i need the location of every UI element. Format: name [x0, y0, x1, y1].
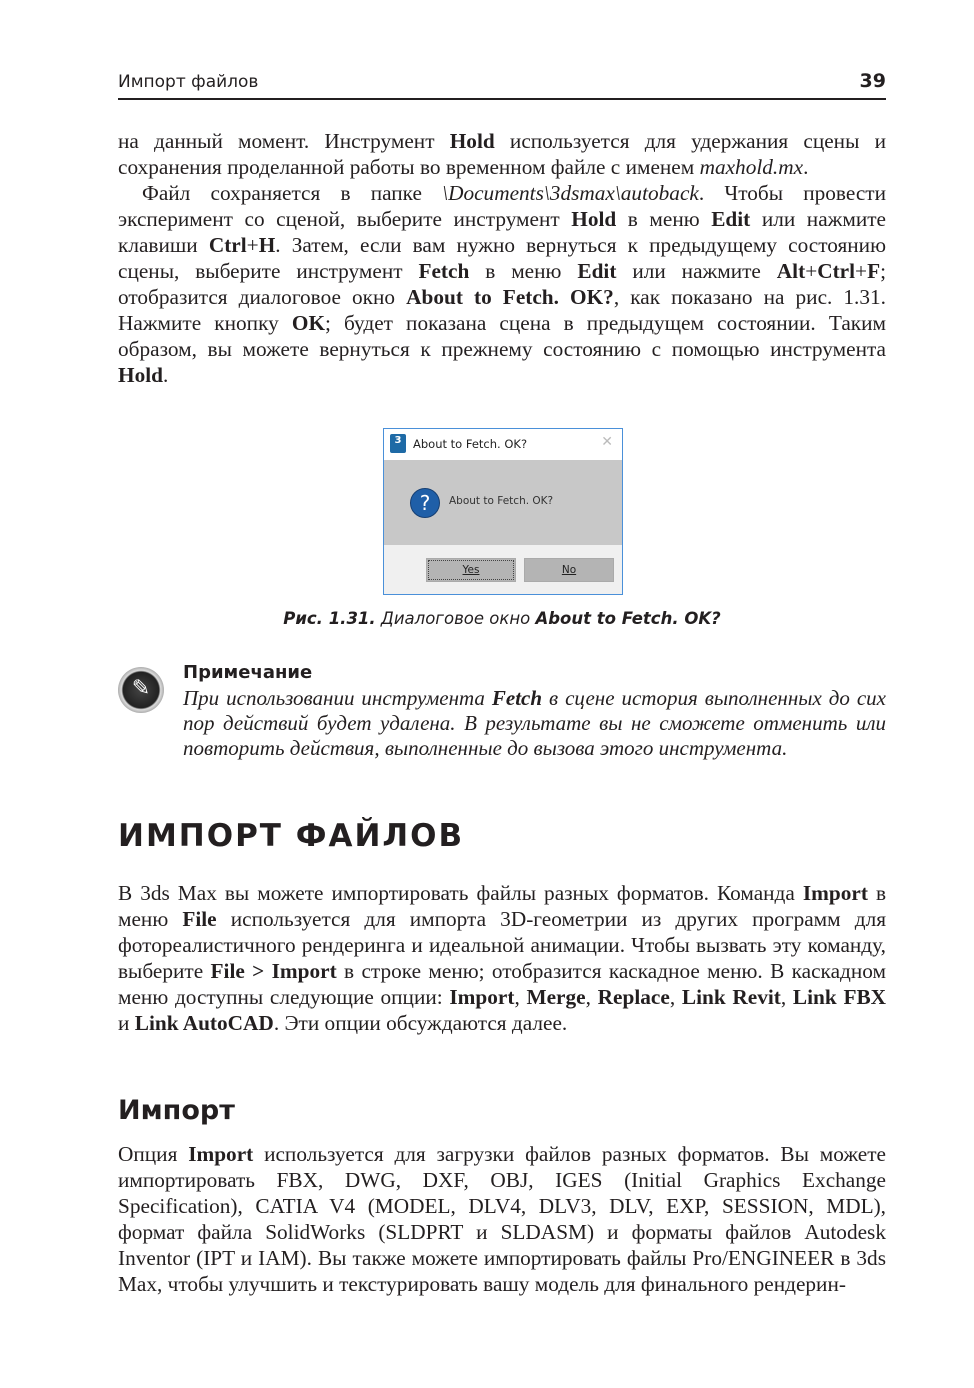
dialog-buttons [384, 545, 622, 593]
subsection-heading: Импорт [118, 1095, 235, 1126]
text-run: + [855, 259, 868, 283]
text-run: , [669, 985, 682, 1009]
text-run: . Чтобы провести эксперимент со сценой, выберите инструмент [118, 181, 886, 231]
question-icon: ? [410, 488, 440, 518]
dialog-message: About to Fetch. OK? [449, 495, 554, 507]
bold-term: Link Revit [681, 985, 781, 1009]
figure-caption [118, 609, 886, 628]
bold-term: Hold [571, 207, 617, 231]
bold-term: File [182, 907, 217, 931]
text-run: в строке меню; отобразится каскадное меню. В каскадном меню доступны следующие опции: [118, 959, 886, 1009]
text-run: . Эти опции обсуждаются далее. [273, 1011, 568, 1035]
text-run: в меню [469, 259, 578, 283]
text-run: , [780, 985, 793, 1009]
pencil-note-icon: ✎ [118, 667, 164, 713]
bold-term: File > Import [210, 959, 337, 983]
intro-text [118, 128, 886, 388]
bold-term: F [867, 259, 881, 283]
italic-term: maxhold.mx [699, 155, 804, 179]
bold-term: Alt [776, 259, 806, 283]
text-run: Опция [118, 1142, 189, 1166]
text-run: При использовании инструмента [183, 686, 492, 710]
bold-term: Hold [118, 363, 163, 387]
bold-term: Edit [711, 207, 751, 231]
bold-term: Fetch [491, 686, 543, 710]
bold-term: Hold [449, 129, 495, 153]
text-run: и [118, 1011, 135, 1035]
intro-paragraph [118, 128, 886, 180]
dialog-title: About to Fetch. OK? [413, 437, 528, 451]
text-run: Диалоговое окно [375, 609, 536, 628]
running-head-title: Импорт файлов [118, 72, 259, 92]
text-run: или нажмите [616, 259, 777, 283]
intro-paragraph [118, 180, 886, 388]
close-icon[interactable]: ✕ [601, 434, 613, 450]
text-run: в меню [616, 207, 712, 231]
text-run: , как показано на рис. 1.31. Нажмите кнопку [118, 285, 887, 335]
page-number: 39 [859, 70, 886, 92]
bold-term: Link AutoCAD [134, 1011, 274, 1035]
text-run: или нажмите клавиши [118, 207, 886, 257]
bold-term: Edit [577, 259, 617, 283]
text-run: используется для загрузки файлов разных форматов. Вы можете импортировать FBX, DWG, DXF, OBJ, IGES (Initial Graphics Exchange Specification), CATIA V4 (MODEL, DLV4, DLV3, DLV, EXP, SESSION, MDL), формат файла SolidWorks (SLDPRT и SLDASM) и форматы файлов Autodesk Inventor (IPT и IAM). Вы также можете импортировать файлы Pro/ENGINEER в 3ds Max, чтобы улучшить и текстурировать вашу модель для финального рендерин- [118, 1142, 886, 1296]
italic-term: \Documents\3dsmax\autoback [442, 181, 699, 205]
text-run: , [585, 985, 598, 1009]
bold-term: Ctrl [817, 259, 856, 283]
fetch-dialog-figure [383, 428, 623, 595]
bold-term: About to Fetch. OK? [535, 609, 721, 628]
text-run: + [805, 259, 818, 283]
bold-term: Import [449, 985, 515, 1009]
section-paragraph [118, 880, 886, 1036]
text-run: ; будет показана сцена в предыдущем состоянии. Таким образом, вы можете вернуться к прежнему состоянию с помощью инструмента [118, 311, 886, 361]
text-run: ; отобразится диалоговое окно [118, 259, 886, 309]
text-run: + [246, 233, 259, 257]
running-head [118, 70, 886, 100]
bold-term: Link FBX [792, 985, 887, 1009]
bold-term: Fetch [418, 259, 470, 283]
bold-term: Import [188, 1142, 254, 1166]
text-run: используется для импорта 3D-геометрии из других программ для фотореалистичного рендеринга и идеальной анимации. Чтобы вызвать эту команду, выберите [118, 907, 886, 983]
text-run: в сцене история выполненных до сих пор действий будет удалена. В результате вы не сможете отменить или повторить действия, выполненные до вызова этого инструмента. [183, 686, 886, 760]
subsection-paragraph [118, 1141, 886, 1297]
section-heading: ИМПОРТ ФАЙЛОВ [118, 818, 465, 854]
bold-term: OK [291, 311, 326, 335]
bold-term: H [258, 233, 276, 257]
note-heading: Примечание [183, 662, 313, 683]
bold-term: Merge [526, 985, 586, 1009]
bold-term: About to Fetch. OK? [406, 285, 614, 309]
text-run: в меню [118, 881, 886, 931]
dialog-titlebar [384, 429, 622, 460]
dialog-body [384, 460, 622, 545]
text-run: В 3ds Max вы можете импортировать файлы разных форматов. Команда [118, 881, 803, 905]
text-run: , [514, 985, 527, 1009]
bold-term: Replace [597, 985, 670, 1009]
text-run: . [803, 155, 809, 179]
bold-term: Ctrl [208, 233, 247, 257]
bold-term: Import [802, 881, 868, 905]
yes-button[interactable]: Yes [426, 558, 516, 582]
text-run: используется для удержания сцены и сохранения проделанной работы во временном файле с именем [118, 129, 886, 179]
text-run: Файл сохраняется в папке [142, 181, 443, 205]
text-run: на данный момент. Инструмент [118, 129, 450, 153]
note-body [183, 686, 886, 761]
bold-term: Рис. 1.31. [283, 609, 376, 628]
text-run: . Затем, если вам нужно вернуться к предыдущему состоянию сцены, выберите инструмент [118, 233, 886, 283]
3dsmax-app-icon: 3 [390, 434, 406, 453]
no-button[interactable]: No [524, 558, 614, 582]
text-run: . [162, 363, 169, 387]
